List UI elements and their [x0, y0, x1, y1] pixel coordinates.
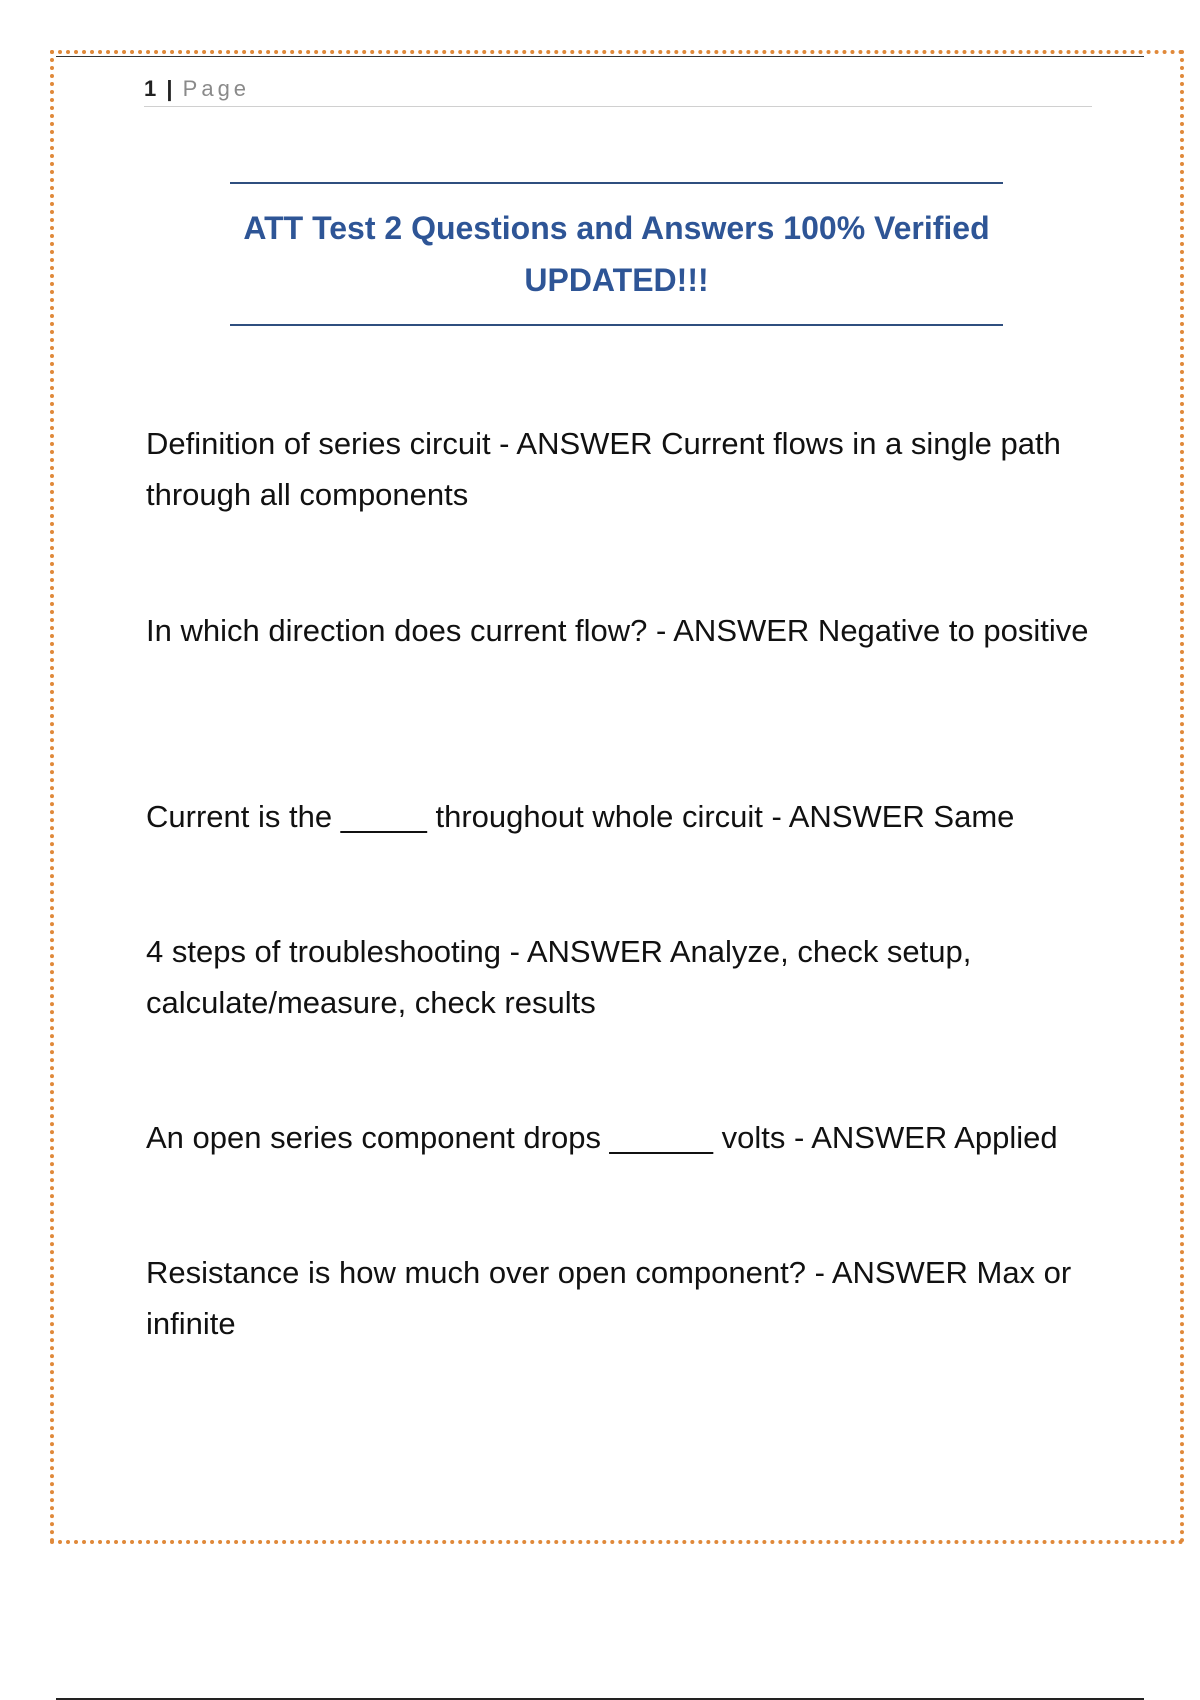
page-label: Page: [182, 76, 251, 101]
qa-item-series-circuit: Definition of series circuit - ANSWER Current flows in a single path through all components: [146, 426, 1061, 512]
qa-item-current-same: Current is the _____ throughout whole circuit - ANSWER Same: [146, 799, 1015, 834]
page-number-separator: |: [166, 76, 173, 101]
title-line-1: ATT Test 2 Questions and Answers 100% Verified: [243, 210, 990, 246]
qa-item-current-direction: In which direction does current flow? - ANSWER Negative to positive: [146, 613, 1089, 648]
document-title: [243, 202, 989, 306]
qa-item-open-component-drop: An open series component drops ______ volts - ANSWER Applied: [146, 1120, 1058, 1155]
qa-item-troubleshooting-steps: 4 steps of troubleshooting - ANSWER Analyze, check setup, calculate/measure, check results: [146, 934, 972, 1020]
title-block: [230, 182, 1003, 326]
title-line-2: UPDATED!!!: [524, 262, 709, 298]
top-rule: [56, 56, 1144, 57]
page-header: [144, 74, 1092, 107]
page-number: 1: [144, 76, 157, 101]
qa-item-open-resistance: Resistance is how much over open component? - ANSWER Max or infinite: [146, 1255, 1072, 1341]
